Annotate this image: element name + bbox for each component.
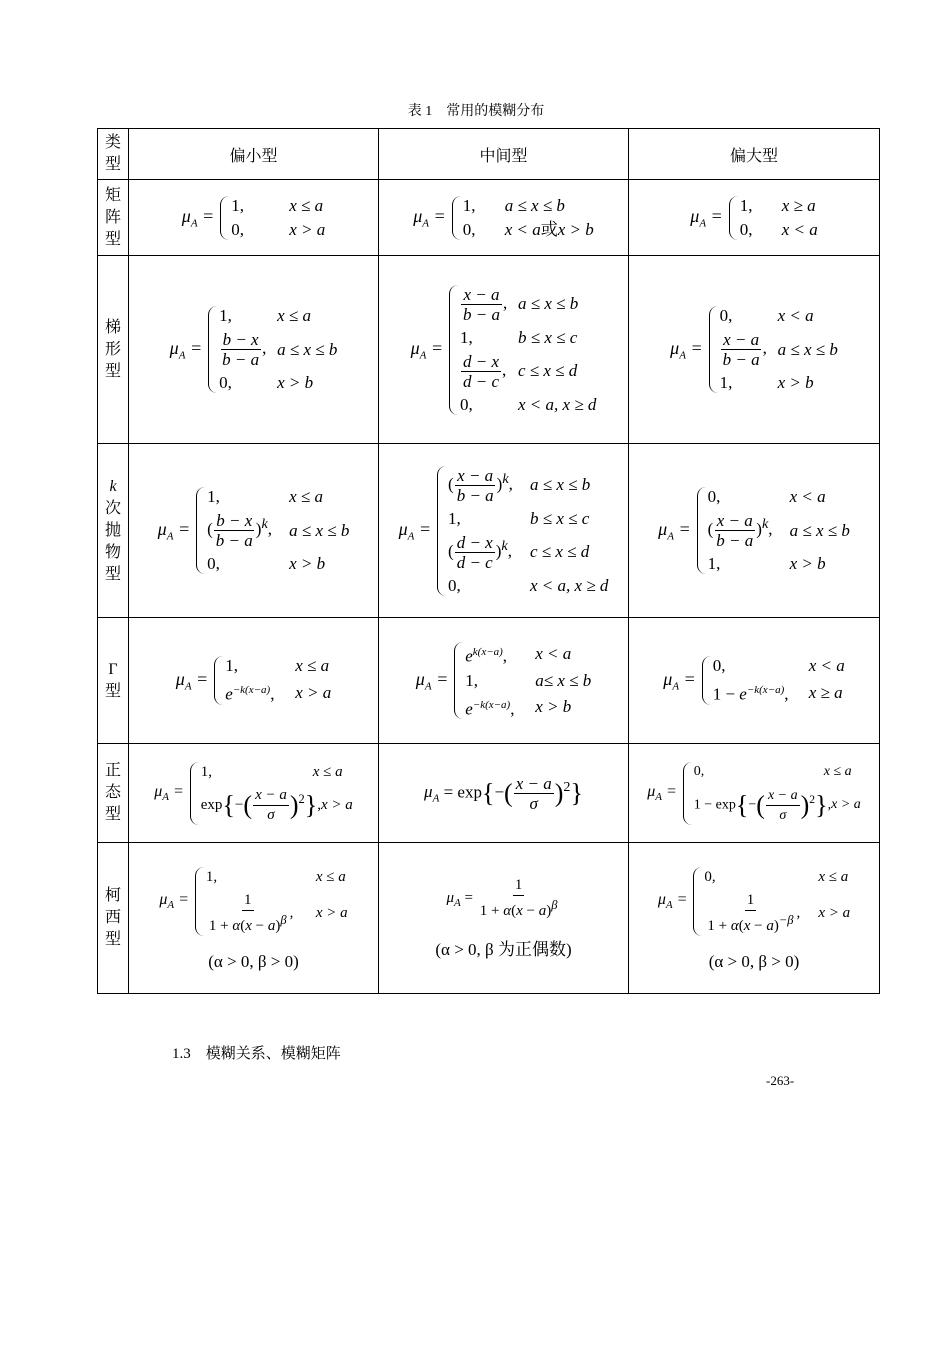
formula-trap-small: $\mu_A$ = 1, x ≤ a $\frac{b - x}{b - a}$ , a ≤ x ≤ b 0, x > b: [129, 256, 379, 444]
formula-normal-large: $\mu_A$ = 0, x ≤ a 1 − exp{−( $\frac{x - a}{\sigma}$ )$^2$}, x > a: [629, 744, 880, 843]
header-middle: 中间型: [379, 129, 629, 180]
formula-gamma-large: $\mu_A$ = 0, x < a $1 - e^{-k(x-a)}$, x ≥ a: [629, 618, 880, 744]
fuzzy-distribution-table: [97, 128, 880, 994]
cauchy-note-small: (α > 0, β > 0): [208, 951, 299, 971]
row-type-rect: 矩 阵 型: [98, 180, 129, 256]
header-small: 偏小型: [129, 129, 379, 180]
row-type-trap: 梯 形 型: [98, 256, 129, 444]
table-caption: 表 1 常用的模糊分布: [407, 104, 545, 119]
header-type: 类 型: [98, 129, 129, 180]
row-type-gamma: Γ 型: [98, 618, 129, 744]
table-row: [98, 444, 880, 618]
table-row: [98, 843, 880, 994]
formula-rect-large: $\mu_A$ = 1, x ≥ a 0, x < a: [629, 180, 880, 256]
cauchy-note-middle: (α > 0, β 为正偶数): [435, 940, 572, 959]
table-header-row: [98, 129, 880, 180]
table-row: [98, 180, 880, 256]
page-number: -263-: [766, 1073, 795, 1088]
cauchy-note-large: (α > 0, β > 0): [708, 951, 800, 971]
row-type-cauchy: 柯 西 型: [98, 843, 129, 994]
formula-cauchy-small: $\mu_A$ = 1, x ≤ a $\frac{1}{1 + \alpha(x - a)^\beta}$ , x > a (α > 0, β > 0): [129, 843, 379, 994]
formula-rect-small: $\mu_A$ = 1, x ≤ a 0, x > a: [129, 180, 379, 256]
table-row: [98, 618, 880, 744]
formula-trap-middle: $\mu_A$ = $\frac{x - a}{b - a}$ , a ≤ x ≤ b 1, b ≤ x ≤ c $\frac{d - x}{d - c}$ , c ≤ x ≤ d 0, x < a, x ≥ d: [379, 256, 629, 444]
formula-normal-small: $\mu_A$ = 1, x ≤ a exp{−( $\frac{x - a}{\sigma}$ )$^2$}, x > a: [129, 744, 379, 843]
formula-cauchy-middle: $\mu_A$ = $\frac{1}{1 + \alpha(x - a)^\beta}$ (α > 0, β 为正偶数): [379, 843, 629, 994]
row-type-kpar: k 次 抛 物 型: [98, 444, 129, 618]
formula-kpar-middle: $\mu_A$ = ( $\frac{x - a}{b - a}$ )$^k$, a ≤ x ≤ b 1, b ≤ x ≤ c ( $\frac{d - x}{d - c}$ )$^k$, c ≤ x ≤ d 0, x < a, x ≥ d: [379, 444, 629, 618]
formula-gamma-small: $\mu_A$ = 1, x ≤ a $e^{-k(x-a)}$, x > a: [129, 618, 379, 744]
formula-kpar-small: $\mu_A$ = 1, x ≤ a ( $\frac{b - x}{b - a}$ )$^k$, a ≤ x ≤ b 0, x > b: [129, 444, 379, 618]
formula-gamma-middle: $\mu_A$ = $e^{k(x-a)}$, x < a 1, a≤ x ≤ b $e^{-k(x-a)}$, x > b: [379, 618, 629, 744]
formula-kpar-large: $\mu_A$ = 0, x < a ( $\frac{x - a}{b - a}$ )$^k$, a ≤ x ≤ b 1, x > b: [629, 444, 880, 618]
section-heading: 1.3 模糊关系、模糊矩阵: [172, 1046, 341, 1062]
formula-rect-middle: $\mu_A$ = 1, a ≤ x ≤ b 0, x < a或x > b: [379, 180, 629, 256]
table-row: [98, 256, 880, 444]
formula-normal-middle: $\mu_A = \exp\{-$( $\frac{x - a}{\sigma}$ )$^2$}: [379, 744, 629, 843]
row-type-normal: 正 态 型: [98, 744, 129, 843]
formula-trap-large: $\mu_A$ = 0, x < a $\frac{x - a}{b - a}$ , a ≤ x ≤ b 1, x > b: [629, 256, 880, 444]
header-large: 偏大型: [629, 129, 880, 180]
formula-cauchy-large: $\mu_A$ = 0, x ≤ a $\frac{1}{1 + \alpha(x - a)^{-\beta}}$ , x > a (α > 0, β > 0): [629, 843, 880, 994]
table-row: [98, 744, 880, 843]
